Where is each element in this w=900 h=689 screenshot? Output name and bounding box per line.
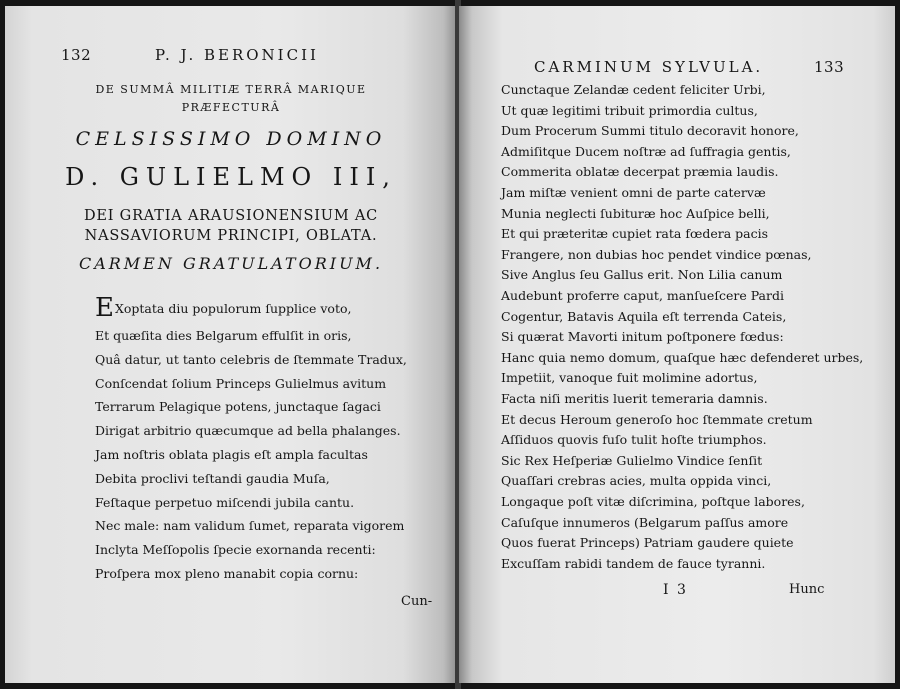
verse-line: Commerita oblatæ decerpat præmia laudis. — [501, 164, 779, 180]
printer-signature: I 3 — [663, 582, 688, 598]
verse-line — [5, 293, 457, 323]
verse-line: Aſſiduos quovis fuſo tulit hoſte triumphos. — [501, 432, 767, 448]
catchword: Cun- — [401, 594, 433, 609]
verse-line: Munia neglecti ſubituræ hoc Auſpice belli, — [501, 205, 770, 221]
right-page — [459, 6, 895, 683]
running-head: CARMINUM SYLVULA. — [534, 58, 764, 76]
page-number: 133 — [814, 58, 845, 76]
verse-line: Cunctaque Zelandæ cedent feliciter Urbi, — [501, 82, 766, 97]
verse-first-line-text: Xoptata diu populorum ſupplice voto, — [114, 301, 352, 316]
running-head: P. J. BERONICII — [155, 46, 319, 64]
verse-line: Facta niſi meritis luerit temeraria damnis. — [501, 391, 768, 406]
verse-line: Et qui præteritæ cupiet rata fœdera pacis — [501, 226, 768, 242]
verse-line: Proſpera mox pleno manabit copia cornu: — [95, 566, 359, 581]
verse-line: Cogentur, Batavis Aquila eſt terrenda Cateis, — [501, 308, 787, 324]
verse-line: Hanc quia nemo domum, quaſque hæc defenderet urbes, — [501, 349, 864, 365]
verse-line: Inclyta Meſſopolis ſpecie exornanda recenti: — [95, 542, 376, 558]
poem-title: CARMEN GRATULATORIUM. — [78, 254, 384, 273]
verse-line: Frangere, non dubias hoc pendet vindice pœnas, — [501, 246, 812, 262]
verse-line: Caſuſque innumeros (Belgarum paſſus amore — [501, 514, 789, 530]
verse-line: Jam noſtris oblata plagis eſt ampla facultas — [95, 447, 368, 462]
verse-line: Impetiit, vanoque fuit molimine adortus, — [501, 370, 758, 386]
verse-line: Longaque poſt vitæ diſcrimina, poſtque labores, — [501, 494, 805, 509]
verse-line: Sic Rex Heſperiæ Gulielmo Vindice ſenſit — [501, 452, 763, 468]
verse-line: Feſtaque perpetuo miſcendi jubila cantu. — [95, 494, 355, 510]
verse-line: Admiſitque Ducem noſtræ ad ſuffragia gentis, — [501, 143, 791, 159]
page-number: 132 — [61, 46, 92, 64]
verse-line: Audebunt proferre caput, manſueſcere Pardi — [501, 288, 784, 303]
verse-line: Nec male: nam validum ſumet, reparata vigorem — [95, 518, 405, 534]
verse-line: Quâ datur, ut tanto celebris de ſtemmate Tradux, — [95, 351, 407, 367]
verse-line: Debita proclivi teſtandi gaudia Muſa, — [95, 470, 330, 486]
verse-line: Dum Procerum Summi titulo decoravit honore, — [501, 123, 799, 139]
drop-cap: E — [95, 293, 114, 323]
dedication-name: D. GULIELMO III, — [65, 163, 397, 191]
verse-line: Si quærat Mavorti initum poſtponere fœdus: — [501, 329, 784, 345]
verse-line: Jam miſtæ venient omni de parte catervæ — [501, 185, 766, 200]
left-page — [5, 6, 457, 683]
verse-line: Quos fuerat Princeps) Patriam gaudere quiete — [501, 535, 794, 551]
verse-line: Ut quæ legitimi tribuit primordia cultus, — [501, 102, 758, 118]
verse-line: Et decus Heroum generoſo hoc ſtemmate cretum — [501, 411, 813, 427]
verse-line: Et quæſita dies Belgarum effulſit in oris, — [95, 328, 352, 343]
verse-line: Excuſſam rabidi tandem de fauce tyranni. — [501, 555, 766, 571]
verse-line: Terrarum Pelagique potens, junctaque ſagaci — [95, 399, 381, 415]
catchword: Hunc — [789, 582, 825, 597]
verse-line: Sive Anglus ſeu Gallus erit. Non Lilia canum — [501, 267, 783, 283]
verse-line: Dirigat arbitrio quæcumque ad bella phalanges. — [95, 423, 401, 439]
dedication-line: NASSAVIORUM PRINCIPI, OBLATA. — [84, 228, 378, 244]
dedication-line: DE SUMMÂ MILITIÆ TERRÂ MARIQUE — [95, 83, 367, 96]
verse-line: Quaſſari crebras acies, multa oppida vinci, — [501, 473, 772, 489]
dedication-line: DEI GRATIA ARAUSIONENSIUM AC — [83, 208, 379, 224]
verse-line: Conſcendat ſolium Princeps Gulielmus avitum — [95, 375, 387, 391]
dedication-title: CELSISSIMO DOMINO — [75, 128, 387, 150]
dedication-line: PRÆFECTURÂ — [181, 101, 281, 114]
